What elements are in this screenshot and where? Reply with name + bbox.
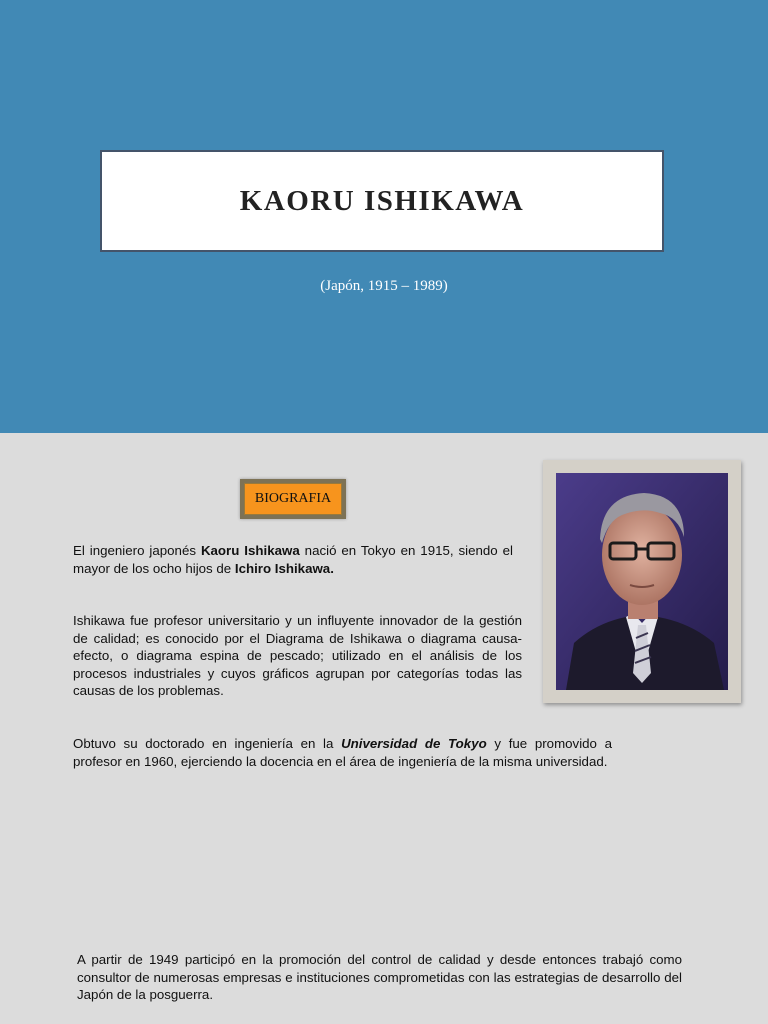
title-box xyxy=(100,150,664,252)
page-title: KAORU ISHIKAWA xyxy=(239,184,525,217)
p3-text-a: Obtuvo su doctorado en ingeniería en la xyxy=(73,736,342,751)
paragraph-4: A partir de 1949 participó en la promoción del control de calidad y desde entonces trabajó como consultor de numerosas empresas e instituciones comprometidas con las estrategias de desarrollo del Japón de la posguerra. xyxy=(77,952,682,1002)
biografia-label: BIOGRAFIA xyxy=(244,483,342,515)
p1-text-b: nació en Tokyo en 1915, siendo el mayor de los ocho hijos de xyxy=(73,543,513,576)
p3-text-b: y fue promovido a profesor en 1960, ejerciendo la docencia en el área de ingeniería de la misma universidad. xyxy=(73,736,613,769)
page-subtitle: (Japón, 1915 – 1989) xyxy=(320,278,448,294)
p3-university: Universidad de Tokyo xyxy=(341,736,487,751)
paragraph-3 xyxy=(73,735,612,770)
p1-bold-father: Ichiro Ishikawa. xyxy=(234,560,334,576)
portrait-photo xyxy=(556,473,728,690)
paragraph-1 xyxy=(73,542,513,577)
portrait-frame xyxy=(543,460,741,703)
biografia-badge xyxy=(240,479,346,519)
p1-bold-name: Kaoru Ishikawa xyxy=(200,543,300,558)
paragraph-2: Ishikawa fue profesor universitario y un influyente innovador de la gestión de calidad; es conocido por el Diagrama de Ishikawa o diagrama causa-efecto, o diagrama espina de pescado; utilizado en el análisis de los procesos industriales y cuyos gráficos agrupan por categorías todas las causas de los problemas. xyxy=(73,613,522,698)
p1-text-a: El ingeniero japonés xyxy=(73,543,201,558)
header-banner xyxy=(0,0,768,433)
portrait-image xyxy=(556,473,728,690)
